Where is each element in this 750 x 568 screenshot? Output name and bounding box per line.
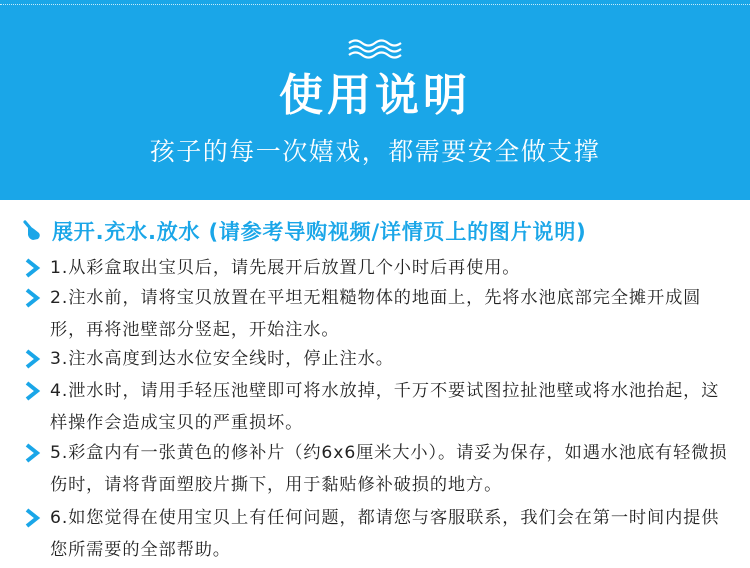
instructions-section [0,200,750,568]
list-item [22,375,732,439]
decorative-dotted-line [0,4,750,5]
page-title: 使用说明 [279,70,471,121]
pointing-hand-icon [22,220,42,242]
list-item-text: 6.如您觉得在使用宝贝上有任何问题，都请您与客服联系，我们会在第一时间内提供您所需要的全部帮助。 [50,508,720,560]
list-item-text: 1.从彩盒取出宝贝后，请先展开后放置几个小时后再使用。 [50,258,521,278]
list-item-text: 4.泄水时，请用手轻压池壁即可将水放掉，千万不要试图拉扯池壁或将水池抬起，这样操作会造成宝贝的严重损坏。 [50,381,720,433]
chevron-right-icon [22,381,46,401]
list-item-text: 5.彩盒内有一张黄色的修补片（约6x6厘米大小）。请妥为保存，如遇水池底有轻微损伤时，请将背面塑胶片撕下，用于黏贴修补破损的地方。 [50,443,728,495]
list-item [22,502,732,566]
list-item [22,437,732,501]
section-heading-text: 展开.充水.放水 (请参考导购视频/详情页上的图片说明) [52,220,587,244]
waves-icon [347,38,403,60]
chevron-right-icon [22,443,46,463]
chevron-right-icon [22,349,46,369]
chevron-right-icon [22,258,46,278]
chevron-right-icon [22,508,46,528]
list-item [22,252,732,284]
header-banner [0,0,750,200]
section-heading [22,216,587,246]
list-item [22,282,732,346]
list-item-text: 2.注水前，请将宝贝放置在平坦无粗糙物体的地面上，先将水池底部完全摊开成圆形，再将池壁部分竖起，开始注水。 [50,288,702,340]
page-subtitle: 孩子的每一次嬉戏，都需要安全做支撑 [149,137,601,166]
chevron-right-icon [22,288,46,308]
list-item-text: 3.注水高度到达水位安全线时，停止注水。 [50,349,394,369]
list-item [22,343,732,375]
